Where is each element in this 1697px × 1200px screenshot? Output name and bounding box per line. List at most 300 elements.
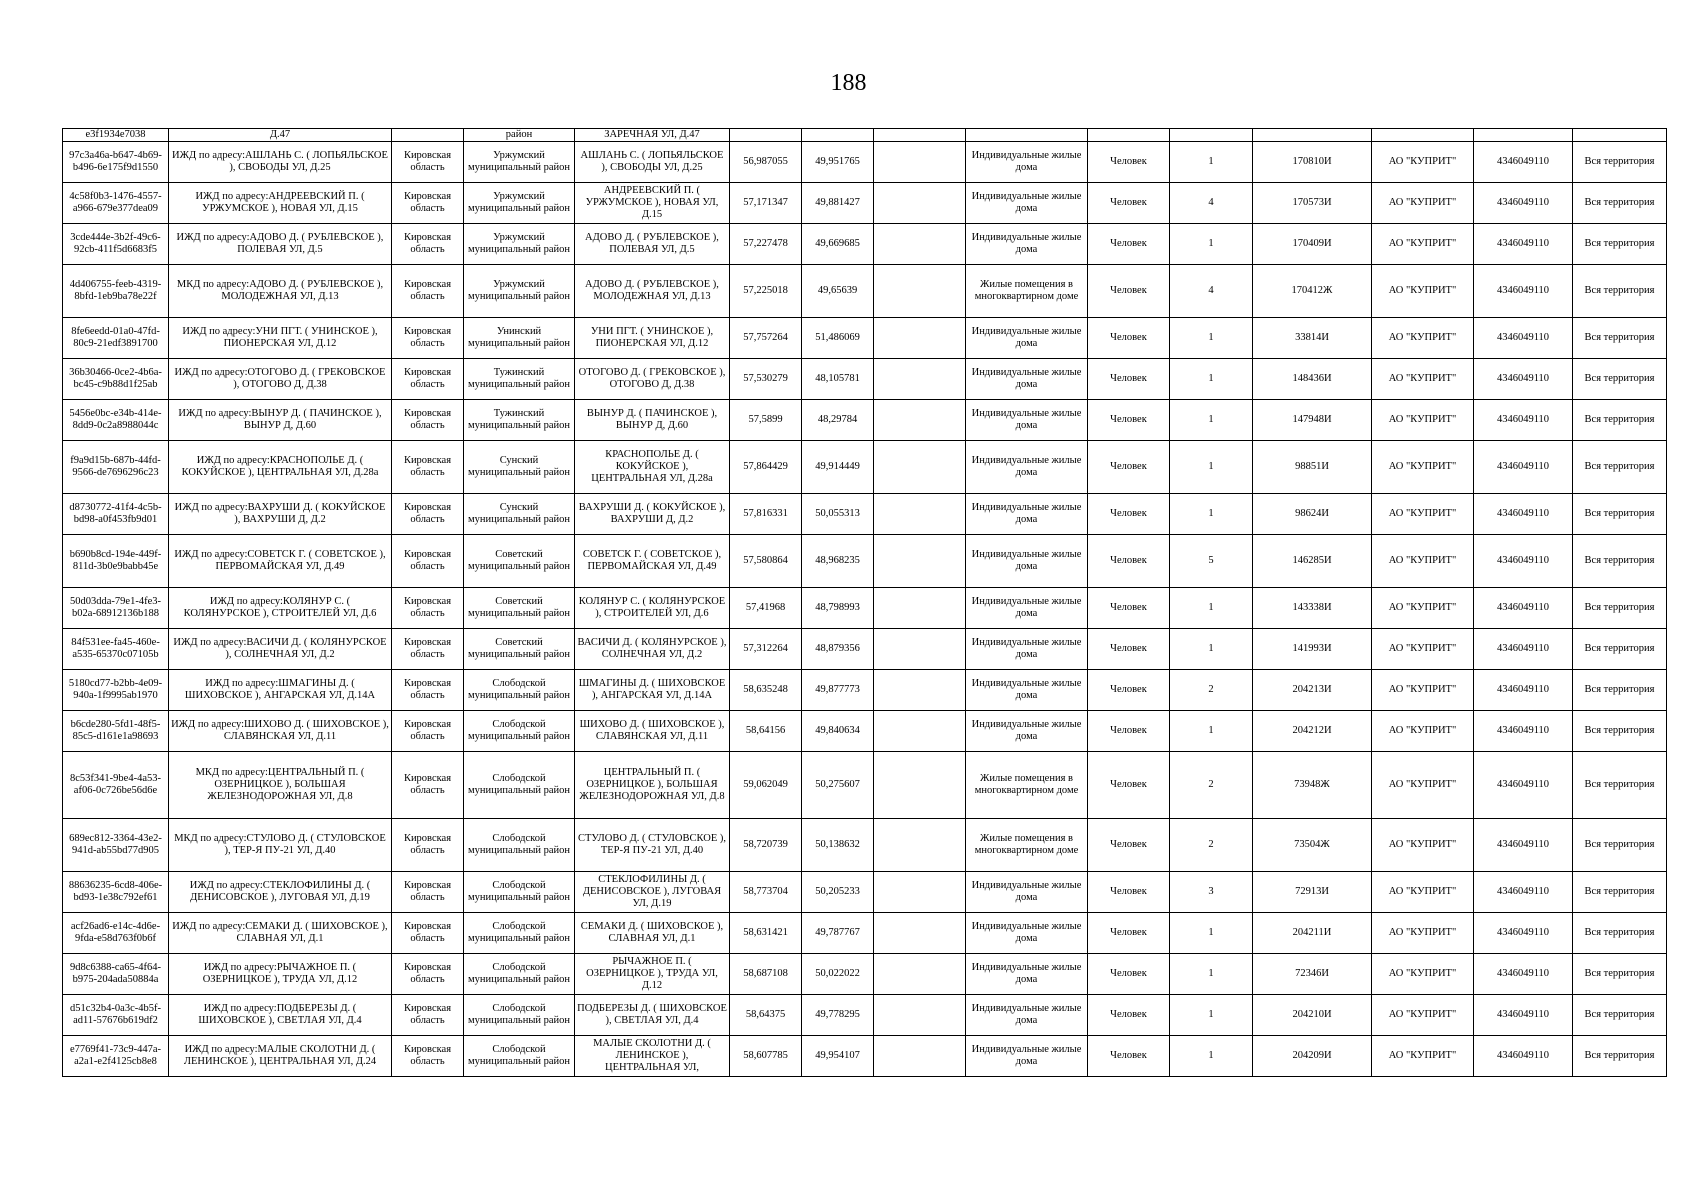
cell-id: 36b30466-0ce2-4b6a-bc45-c9b88d1f25ab [63,359,169,400]
cell-region: Кировская область [392,142,464,183]
cell-object-type: Индивидуальные жилые дома [966,535,1088,588]
cell-empty [874,494,966,535]
cell-count: 1 [1170,441,1253,494]
cell-inn: 4346049110 [1474,359,1573,400]
cell-territory: Вся территория [1573,494,1667,535]
table-row [63,183,1667,224]
table-row-continued [63,129,1667,142]
cell-empty [874,913,966,954]
cell-unit: Человек [1088,954,1170,995]
table-row [63,265,1667,318]
cell-district: Слободской муниципальный район [464,711,575,752]
cell-id: e7769f41-73c9-447a-a2a1-e2f4125cb8e8 [63,1036,169,1077]
cell-latitude: 57,41968 [730,588,802,629]
cell-district: Слободской муниципальный район [464,1036,575,1077]
cell-object-type: Индивидуальные жилые дома [966,183,1088,224]
cell-inn: 4346049110 [1474,224,1573,265]
cell-empty [1372,129,1474,142]
cell-company: АО "КУПРИТ" [1372,1036,1474,1077]
cell-id: 4c58f0b3-1476-4557-a966-679e377dea09 [63,183,169,224]
cell-code: 72913И [1253,872,1372,913]
cell-unit: Человек [1088,711,1170,752]
cell-region: Кировская область [392,670,464,711]
cell-unit: Человек [1088,913,1170,954]
cell-code: 170810И [1253,142,1372,183]
cell-object-type: Индивидуальные жилые дома [966,224,1088,265]
cell-territory: Вся территория [1573,588,1667,629]
cell-territory: Вся территория [1573,359,1667,400]
cell-address: ВАХРУШИ Д. ( КОКУЙСКОЕ ), ВАХРУШИ Д, Д.2 [575,494,730,535]
cell-longitude: 49,778295 [802,995,874,1036]
cell-district: Слободской муниципальный район [464,670,575,711]
cell-code: 204209И [1253,1036,1372,1077]
cell-count: 1 [1170,629,1253,670]
cell-object-type: Индивидуальные жилые дома [966,142,1088,183]
cell-count: 1 [1170,400,1253,441]
cell-longitude: 48,29784 [802,400,874,441]
cell-district: Сунский муниципальный район [464,494,575,535]
cell-region: Кировская область [392,359,464,400]
cell-inn: 4346049110 [1474,183,1573,224]
cell-id: 3cde444e-3b2f-49c6-92cb-411f5d6683f5 [63,224,169,265]
table-row [63,1036,1667,1077]
table-row [63,913,1667,954]
table-row [63,224,1667,265]
cell-longitude: 49,840634 [802,711,874,752]
table-row [63,954,1667,995]
cell-inn: 4346049110 [1474,400,1573,441]
cell-inn: 4346049110 [1474,995,1573,1036]
cell-unit: Человек [1088,224,1170,265]
cell-id: 689ec812-3364-43e2-941d-ab55bd77d905 [63,819,169,872]
cell-latitude: 56,987055 [730,142,802,183]
cell-object-type: Жилые помещения в многоквартирном доме [966,752,1088,819]
cell-id: acf26ad6-e14c-4d6e-9fda-e58d763f0b6f [63,913,169,954]
cell-latitude: 57,864429 [730,441,802,494]
cell-count: 3 [1170,872,1253,913]
cell-object-type: Индивидуальные жилые дома [966,872,1088,913]
table-body [63,129,1667,1077]
cell-address: ЗАРЕЧНАЯ УЛ, Д.47 [575,129,730,142]
table-row [63,535,1667,588]
cell-count: 1 [1170,224,1253,265]
cell-company: АО "КУПРИТ" [1372,494,1474,535]
table-row [63,359,1667,400]
cell-company: АО "КУПРИТ" [1372,711,1474,752]
cell-region: Кировская область [392,441,464,494]
cell-id: 88636235-6cd8-406e-bd93-1e38c792ef61 [63,872,169,913]
cell-empty [874,1036,966,1077]
cell-region: Кировская область [392,913,464,954]
cell-territory: Вся территория [1573,142,1667,183]
cell-address: ШМАГИНЫ Д. ( ШИХОВСКОЕ ), АНГАРСКАЯ УЛ, Д.14А [575,670,730,711]
cell-latitude: 58,687108 [730,954,802,995]
cell-empty [874,359,966,400]
cell-district: Тужинский муниципальный район [464,400,575,441]
cell-territory: Вся территория [1573,752,1667,819]
table-row [63,752,1667,819]
cell-district: Слободской муниципальный район [464,995,575,1036]
cell-id: 5180cd77-b2bb-4e09-940a-1f9995ab1970 [63,670,169,711]
cell-count: 2 [1170,670,1253,711]
cell-object-type: Индивидуальные жилые дома [966,494,1088,535]
cell-id: b6cde280-5fd1-48f5-85c5-d161e1a98693 [63,711,169,752]
cell-latitude: 57,757264 [730,318,802,359]
cell-id: 50d03dda-79e1-4fe3-b02a-68912136b188 [63,588,169,629]
cell-longitude: 50,138632 [802,819,874,872]
cell-description: ИЖД по адресу:АНДРЕЕВСКИЙ П. ( УРЖУМСКОЕ ), НОВАЯ УЛ, Д.15 [169,183,392,224]
cell-code: 73948Ж [1253,752,1372,819]
table-row [63,872,1667,913]
cell-address: КРАСНОПОЛЬЕ Д. ( КОКУЙСКОЕ ), ЦЕНТРАЛЬНАЯ УЛ, Д.28а [575,441,730,494]
cell-company: АО "КУПРИТ" [1372,224,1474,265]
cell-region: Кировская область [392,954,464,995]
cell-longitude: 50,275607 [802,752,874,819]
cell-district: Тужинский муниципальный район [464,359,575,400]
cell-code: 98624И [1253,494,1372,535]
cell-unit: Человек [1088,265,1170,318]
cell-latitude: 57,225018 [730,265,802,318]
table-row [63,995,1667,1036]
cell-unit: Человек [1088,400,1170,441]
cell-longitude: 49,881427 [802,183,874,224]
cell-id: f9a9d15b-687b-44fd-9566-de7696296c23 [63,441,169,494]
cell-territory: Вся территория [1573,819,1667,872]
cell-district: Советский муниципальный район [464,588,575,629]
cell-address: ШИХОВО Д. ( ШИХОВСКОЕ ), СЛАВЯНСКАЯ УЛ, Д.11 [575,711,730,752]
cell-latitude: 58,720739 [730,819,802,872]
cell-empty [874,670,966,711]
cell-longitude: 51,486069 [802,318,874,359]
cell-territory: Вся территория [1573,629,1667,670]
cell-unit: Человек [1088,670,1170,711]
cell-latitude: 57,5899 [730,400,802,441]
cell-code: 170412Ж [1253,265,1372,318]
cell-region: Кировская область [392,318,464,359]
cell-code: 204211И [1253,913,1372,954]
cell-address: СТУЛОВО Д. ( СТУЛОВСКОЕ ), ТЕР-Я ПУ-21 УЛ, Д.40 [575,819,730,872]
cell-inn: 4346049110 [1474,588,1573,629]
cell-count: 1 [1170,711,1253,752]
cell-id: 5456e0bc-e34b-414e-8dd9-0c2a8988044c [63,400,169,441]
cell-empty [874,711,966,752]
registry-table [62,128,1667,1077]
cell-count: 1 [1170,494,1253,535]
cell-region: Кировская область [392,224,464,265]
cell-count: 2 [1170,819,1253,872]
cell-inn: 4346049110 [1474,711,1573,752]
cell-territory: Вся территория [1573,183,1667,224]
cell-object-type: Индивидуальные жилые дома [966,318,1088,359]
cell-company: АО "КУПРИТ" [1372,954,1474,995]
cell-empty [874,142,966,183]
cell-count: 4 [1170,265,1253,318]
cell-address: СТЕКЛОФИЛИНЫ Д. ( ДЕНИСОВСКОЕ ), ЛУГОВАЯ УЛ, Д.19 [575,872,730,913]
cell-company: АО "КУПРИТ" [1372,752,1474,819]
cell-empty [1088,129,1170,142]
cell-count: 1 [1170,318,1253,359]
cell-latitude: 57,530279 [730,359,802,400]
page-number: 188 [830,70,867,96]
cell-code: 204213И [1253,670,1372,711]
cell-company: АО "КУПРИТ" [1372,819,1474,872]
cell-code: 148436И [1253,359,1372,400]
cell-company: АО "КУПРИТ" [1372,588,1474,629]
cell-empty [874,318,966,359]
cell-empty [874,752,966,819]
cell-unit: Человек [1088,819,1170,872]
cell-id: 97c3a46a-b647-4b69-b496-6e175f9d1550 [63,142,169,183]
cell-id: 84f531ee-fa45-460e-a535-65370c07105b [63,629,169,670]
cell-address: СОВЕТСК Г. ( СОВЕТСКОЕ ), ПЕРВОМАЙСКАЯ УЛ, Д.49 [575,535,730,588]
cell-territory: Вся территория [1573,535,1667,588]
cell-company: АО "КУПРИТ" [1372,913,1474,954]
cell-latitude: 57,227478 [730,224,802,265]
cell-district: Советский муниципальный район [464,629,575,670]
cell-district: Унинский муниципальный район [464,318,575,359]
cell-unit: Человек [1088,872,1170,913]
cell-count: 5 [1170,535,1253,588]
cell-description: ИЖД по адресу:КОЛЯНУР С. ( КОЛЯНУРСКОЕ ), СТРОИТЕЛЕЙ УЛ, Д.6 [169,588,392,629]
cell-company: АО "КУПРИТ" [1372,535,1474,588]
cell-id: b690b8cd-194e-449f-811d-3b0e9babb45e [63,535,169,588]
cell-object-type: Индивидуальные жилые дома [966,588,1088,629]
cell-region: Кировская область [392,265,464,318]
cell-latitude: 58,773704 [730,872,802,913]
table-row [63,670,1667,711]
cell-longitude: 48,105781 [802,359,874,400]
cell-longitude: 48,798993 [802,588,874,629]
table-row [63,494,1667,535]
cell-unit: Человек [1088,359,1170,400]
cell-region: Кировская область [392,629,464,670]
cell-longitude: 49,669685 [802,224,874,265]
cell-latitude: 57,312264 [730,629,802,670]
cell-territory: Вся территория [1573,224,1667,265]
cell-description: ИЖД по адресу:СОВЕТСК Г. ( СОВЕТСКОЕ ), ПЕРВОМАЙСКАЯ УЛ, Д.49 [169,535,392,588]
cell-empty [1573,129,1667,142]
table-row [63,819,1667,872]
cell-description: МКД по адресу:АДОВО Д. ( РУБЛЕВСКОЕ ), МОЛОДЕЖНАЯ УЛ, Д.13 [169,265,392,318]
cell-empty [874,995,966,1036]
table-row [63,318,1667,359]
cell-address: АНДРЕЕВСКИЙ П. ( УРЖУМСКОЕ ), НОВАЯ УЛ, Д.15 [575,183,730,224]
cell-code: 204212И [1253,711,1372,752]
table-row [63,441,1667,494]
cell-company: АО "КУПРИТ" [1372,183,1474,224]
cell-empty [874,954,966,995]
cell-description: ИЖД по адресу:АДОВО Д. ( РУБЛЕВСКОЕ ), ПОЛЕВАЯ УЛ, Д.5 [169,224,392,265]
cell-district: Уржумский муниципальный район [464,265,575,318]
cell-address: ОТОГОВО Д. ( ГРЕКОВСКОЕ ), ОТОГОВО Д, Д.38 [575,359,730,400]
cell-district: Слободской муниципальный район [464,954,575,995]
cell-region: Кировская область [392,400,464,441]
cell-code: 33814И [1253,318,1372,359]
cell-inn: 4346049110 [1474,913,1573,954]
cell-unit: Человек [1088,752,1170,819]
cell-description: ИЖД по адресу:ВЫНУР Д. ( ПАЧИНСКОЕ ), ВЫНУР Д, Д.60 [169,400,392,441]
cell-description: ИЖД по адресу:ВАСИЧИ Д. ( КОЛЯНУРСКОЕ ), СОЛНЕЧНАЯ УЛ, Д.2 [169,629,392,670]
cell-description: ИЖД по адресу:СЕМАКИ Д. ( ШИХОВСКОЕ ), СЛАВНАЯ УЛ, Д.1 [169,913,392,954]
cell-longitude: 48,879356 [802,629,874,670]
cell-count: 1 [1170,913,1253,954]
cell-object-type: Индивидуальные жилые дома [966,670,1088,711]
cell-empty [966,129,1088,142]
cell-count: 1 [1170,954,1253,995]
cell-longitude: 49,877773 [802,670,874,711]
cell-latitude: 57,171347 [730,183,802,224]
cell-inn: 4346049110 [1474,535,1573,588]
cell-object-type: Жилые помещения в многоквартирном доме [966,819,1088,872]
cell-object-type: Индивидуальные жилые дома [966,441,1088,494]
cell-district: Слободской муниципальный район [464,872,575,913]
cell-description: ИЖД по адресу:АШЛАНЬ С. ( ЛОПЬЯЛЬСКОЕ ), СВОБОДЫ УЛ, Д.25 [169,142,392,183]
cell-empty [874,535,966,588]
cell-id: d8730772-41f4-4c5b-bd98-a0f453fb9d01 [63,494,169,535]
cell-latitude: 57,816331 [730,494,802,535]
cell-id: 4d406755-feeb-4319-8bfd-1eb9ba78e22f [63,265,169,318]
cell-latitude: 58,64156 [730,711,802,752]
cell-unit: Человек [1088,494,1170,535]
cell-code: 73504Ж [1253,819,1372,872]
cell-code: 141993И [1253,629,1372,670]
cell-region: Кировская область [392,872,464,913]
cell-count: 2 [1170,752,1253,819]
cell-longitude: 49,954107 [802,1036,874,1077]
cell-longitude: 49,787767 [802,913,874,954]
cell-longitude: 49,914449 [802,441,874,494]
cell-description: ИЖД по адресу:УНИ ПГТ. ( УНИНСКОЕ ), ПИОНЕРСКАЯ УЛ, Д.12 [169,318,392,359]
cell-id: 8c53f341-9be4-4a53-af06-0c726be56d6e [63,752,169,819]
cell-territory: Вся территория [1573,995,1667,1036]
cell-inn: 4346049110 [1474,872,1573,913]
cell-id: 9d8c6388-ca65-4f64-b975-204ada50884a [63,954,169,995]
cell-description: Д.47 [169,129,392,142]
cell-longitude: 50,205233 [802,872,874,913]
cell-code: 204210И [1253,995,1372,1036]
cell-empty [874,629,966,670]
cell-unit: Человек [1088,629,1170,670]
cell-district: Сунский муниципальный район [464,441,575,494]
cell-inn: 4346049110 [1474,670,1573,711]
cell-description: МКД по адресу:ЦЕНТРАЛЬНЫЙ П. ( ОЗЕРНИЦКОЕ ), БОЛЬШАЯ ЖЕЛЕЗНОДОРОЖНАЯ УЛ, Д.8 [169,752,392,819]
cell-region: Кировская область [392,183,464,224]
cell-territory: Вся территория [1573,913,1667,954]
cell-company: АО "КУПРИТ" [1372,318,1474,359]
cell-address: ВАСИЧИ Д. ( КОЛЯНУРСКОЕ ), СОЛНЕЧНАЯ УЛ, Д.2 [575,629,730,670]
cell-description: ИЖД по адресу:СТЕКЛОФИЛИНЫ Д. ( ДЕНИСОВСКОЕ ), ЛУГОВАЯ УЛ, Д.19 [169,872,392,913]
table-row [63,400,1667,441]
cell-district: Советский муниципальный район [464,535,575,588]
cell-inn: 4346049110 [1474,318,1573,359]
cell-address: ВЫНУР Д. ( ПАЧИНСКОЕ ), ВЫНУР Д, Д.60 [575,400,730,441]
cell-region: Кировская область [392,819,464,872]
cell-address: МАЛЫЕ СКОЛОТНИ Д. ( ЛЕНИНСКОЕ ), ЦЕНТРАЛЬНАЯ УЛ, [575,1036,730,1077]
cell-latitude: 58,635248 [730,670,802,711]
cell-address: АШЛАНЬ С. ( ЛОПЬЯЛЬСКОЕ ), СВОБОДЫ УЛ, Д.25 [575,142,730,183]
cell-longitude: 50,055313 [802,494,874,535]
cell-latitude: 58,64375 [730,995,802,1036]
cell-description: ИЖД по адресу:ШМАГИНЫ Д. ( ШИХОВСКОЕ ), АНГАРСКАЯ УЛ, Д.14А [169,670,392,711]
cell-region: Кировская область [392,588,464,629]
cell-address: АДОВО Д. ( РУБЛЕВСКОЕ ), МОЛОДЕЖНАЯ УЛ, Д.13 [575,265,730,318]
cell-unit: Человек [1088,142,1170,183]
cell-code: 143338И [1253,588,1372,629]
cell-count: 1 [1170,359,1253,400]
cell-description: МКД по адресу:СТУЛОВО Д. ( СТУЛОВСКОЕ ), ТЕР-Я ПУ-21 УЛ, Д.40 [169,819,392,872]
cell-inn: 4346049110 [1474,441,1573,494]
cell-region: Кировская область [392,711,464,752]
cell-district: Уржумский муниципальный район [464,224,575,265]
cell-empty [874,183,966,224]
cell-object-type: Индивидуальные жилые дома [966,1036,1088,1077]
cell-object-type: Индивидуальные жилые дома [966,629,1088,670]
cell-district: Уржумский муниципальный район [464,183,575,224]
cell-empty [802,129,874,142]
cell-empty [1474,129,1573,142]
cell-code: 170409И [1253,224,1372,265]
cell-empty [874,224,966,265]
cell-object-type: Индивидуальные жилые дома [966,995,1088,1036]
cell-empty [874,819,966,872]
cell-unit: Человек [1088,1036,1170,1077]
cell-count: 1 [1170,995,1253,1036]
cell-latitude: 58,631421 [730,913,802,954]
cell-inn: 4346049110 [1474,265,1573,318]
cell-inn: 4346049110 [1474,142,1573,183]
cell-inn: 4346049110 [1474,1036,1573,1077]
cell-district: Уржумский муниципальный район [464,142,575,183]
cell-object-type: Индивидуальные жилые дома [966,711,1088,752]
cell-object-type: Жилые помещения в многоквартирном доме [966,265,1088,318]
cell-longitude: 49,951765 [802,142,874,183]
cell-code: 170573И [1253,183,1372,224]
cell-inn: 4346049110 [1474,954,1573,995]
cell-address: РЫЧАЖНОЕ П. ( ОЗЕРНИЦКОЕ ), ТРУДА УЛ, Д.12 [575,954,730,995]
cell-empty [874,872,966,913]
cell-longitude: 48,968235 [802,535,874,588]
cell-count: 1 [1170,142,1253,183]
cell-description: ИЖД по адресу:МАЛЫЕ СКОЛОТНИ Д. ( ЛЕНИНСКОЕ ), ЦЕНТРАЛЬНАЯ УЛ, Д.24 [169,1036,392,1077]
cell-count: 1 [1170,588,1253,629]
cell-inn: 4346049110 [1474,819,1573,872]
cell-company: АО "КУПРИТ" [1372,359,1474,400]
cell-description: ИЖД по адресу:ВАХРУШИ Д. ( КОКУЙСКОЕ ), ВАХРУШИ Д, Д.2 [169,494,392,535]
cell-empty [874,588,966,629]
cell-object-type: Индивидуальные жилые дома [966,954,1088,995]
cell-company: АО "КУПРИТ" [1372,995,1474,1036]
table-row [63,588,1667,629]
cell-empty [874,441,966,494]
cell-id: d51c32b4-0a3c-4b5f-ad11-57676b619df2 [63,995,169,1036]
cell-description: ИЖД по адресу:КРАСНОПОЛЬЕ Д. ( КОКУЙСКОЕ ), ЦЕНТРАЛЬНАЯ УЛ, Д.28а [169,441,392,494]
cell-unit: Человек [1088,995,1170,1036]
cell-region: Кировская область [392,494,464,535]
cell-code: 98851И [1253,441,1372,494]
cell-address: ПОДБЕРЕЗЫ Д. ( ШИХОВСКОЕ ), СВЕТЛАЯ УЛ, Д.4 [575,995,730,1036]
cell-object-type: Индивидуальные жилые дома [966,359,1088,400]
table-row [63,711,1667,752]
cell-region: Кировская область [392,995,464,1036]
cell-region: Кировская область [392,1036,464,1077]
cell-inn: 4346049110 [1474,629,1573,670]
cell-code: 147948И [1253,400,1372,441]
table-row [63,142,1667,183]
cell-description: ИЖД по адресу:ПОДБЕРЕЗЫ Д. ( ШИХОВСКОЕ ), СВЕТЛАЯ УЛ, Д.4 [169,995,392,1036]
cell-district: район [464,129,575,142]
cell-address: УНИ ПГТ. ( УНИНСКОЕ ), ПИОНЕРСКАЯ УЛ, Д.12 [575,318,730,359]
cell-longitude: 50,022022 [802,954,874,995]
